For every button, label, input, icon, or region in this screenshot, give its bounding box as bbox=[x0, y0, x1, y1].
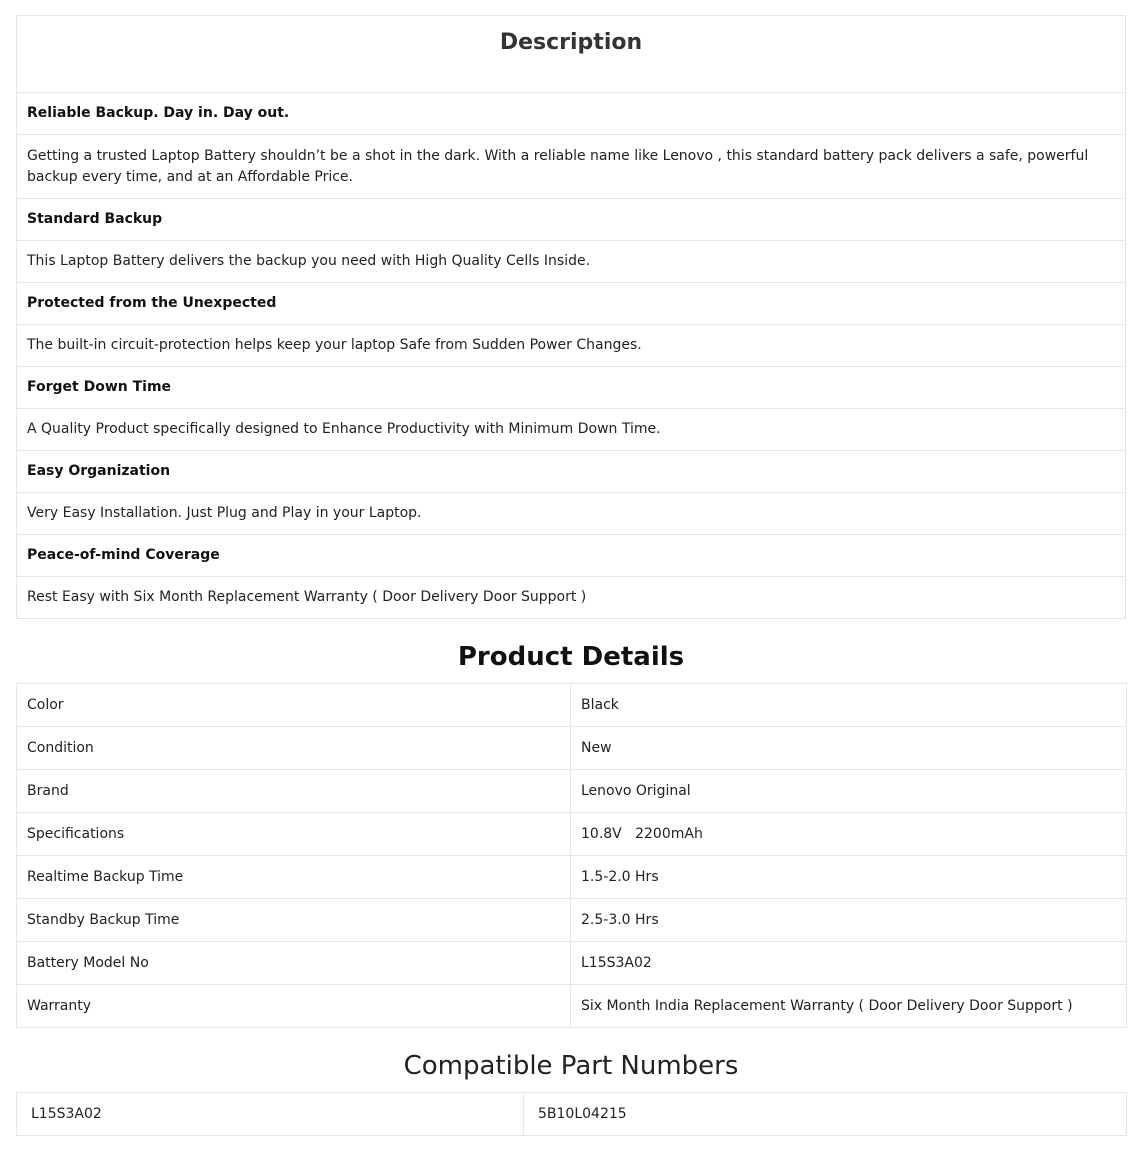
description-title: Description bbox=[17, 16, 1126, 93]
compatible-parts-title: Compatible Part Numbers bbox=[403, 1051, 739, 1081]
description-table bbox=[16, 15, 1126, 619]
description-text: A Quality Product specifically designed to Enhance Productivity with Minimum Down Time. bbox=[17, 409, 1126, 451]
detail-row-warranty bbox=[17, 985, 1127, 1028]
detail-value: 1.5-2.0 Hrs bbox=[571, 856, 1127, 899]
description-row bbox=[17, 577, 1126, 619]
description-row bbox=[17, 325, 1126, 367]
description-row bbox=[17, 409, 1126, 451]
description-heading: Peace-of-mind Coverage bbox=[17, 535, 1126, 577]
detail-value: 10.8V 2200mAh bbox=[571, 813, 1127, 856]
detail-value: Black bbox=[571, 684, 1127, 727]
description-heading: Protected from the Unexpected bbox=[17, 283, 1126, 325]
product-details-table bbox=[16, 683, 1127, 1028]
description-row bbox=[17, 135, 1126, 199]
description-heading: Forget Down Time bbox=[17, 367, 1126, 409]
part-number: 5B10L04215 bbox=[524, 1093, 1127, 1136]
detail-row-color bbox=[17, 684, 1127, 727]
detail-label: Condition bbox=[17, 727, 571, 770]
description-row bbox=[17, 367, 1126, 409]
description-text: Very Easy Installation. Just Plug and Play in your Laptop. bbox=[17, 493, 1126, 535]
description-text: Getting a trusted Laptop Battery shouldn’t be a shot in the dark. With a reliable name like Lenovo , this standard battery pack delivers a safe, powerful backup every time, and at an Affordable Price. bbox=[17, 135, 1126, 199]
product-info bbox=[16, 15, 1126, 1136]
part-number: L15S3A02 bbox=[17, 1093, 524, 1136]
description-row bbox=[17, 535, 1126, 577]
detail-row-specifications bbox=[17, 813, 1127, 856]
detail-label: Specifications bbox=[17, 813, 571, 856]
description-row bbox=[17, 451, 1126, 493]
description-header-row bbox=[17, 16, 1126, 93]
description-row bbox=[17, 283, 1126, 325]
detail-value: New bbox=[571, 727, 1127, 770]
detail-label: Brand bbox=[17, 770, 571, 813]
compatible-parts-row bbox=[17, 1093, 1127, 1136]
detail-row-standby-backup bbox=[17, 899, 1127, 942]
detail-row-condition bbox=[17, 727, 1127, 770]
detail-value: L15S3A02 bbox=[571, 942, 1127, 985]
detail-value: Six Month India Replacement Warranty ( Door Delivery Door Support ) bbox=[571, 985, 1127, 1028]
description-row bbox=[17, 93, 1126, 135]
detail-label: Battery Model No bbox=[17, 942, 571, 985]
detail-value: Lenovo Original bbox=[571, 770, 1127, 813]
description-heading: Standard Backup bbox=[17, 199, 1126, 241]
detail-label: Warranty bbox=[17, 985, 571, 1028]
detail-label: Realtime Backup Time bbox=[17, 856, 571, 899]
detail-row-battery-model bbox=[17, 942, 1127, 985]
description-text: This Laptop Battery delivers the backup you need with High Quality Cells Inside. bbox=[17, 241, 1126, 283]
compatible-parts-table bbox=[16, 1092, 1127, 1136]
description-row bbox=[17, 493, 1126, 535]
description-row bbox=[17, 199, 1126, 241]
description-heading: Easy Organization bbox=[17, 451, 1126, 493]
product-details-title: Product Details bbox=[457, 642, 685, 672]
detail-value: 2.5-3.0 Hrs bbox=[571, 899, 1127, 942]
description-heading: Reliable Backup. Day in. Day out. bbox=[17, 93, 1126, 135]
detail-row-brand bbox=[17, 770, 1127, 813]
detail-row-realtime-backup bbox=[17, 856, 1127, 899]
detail-label: Standby Backup Time bbox=[17, 899, 571, 942]
detail-label: Color bbox=[17, 684, 571, 727]
description-row bbox=[17, 241, 1126, 283]
description-text: Rest Easy with Six Month Replacement Warranty ( Door Delivery Door Support ) bbox=[17, 577, 1126, 619]
description-text: The built-in circuit-protection helps keep your laptop Safe from Sudden Power Changes. bbox=[17, 325, 1126, 367]
